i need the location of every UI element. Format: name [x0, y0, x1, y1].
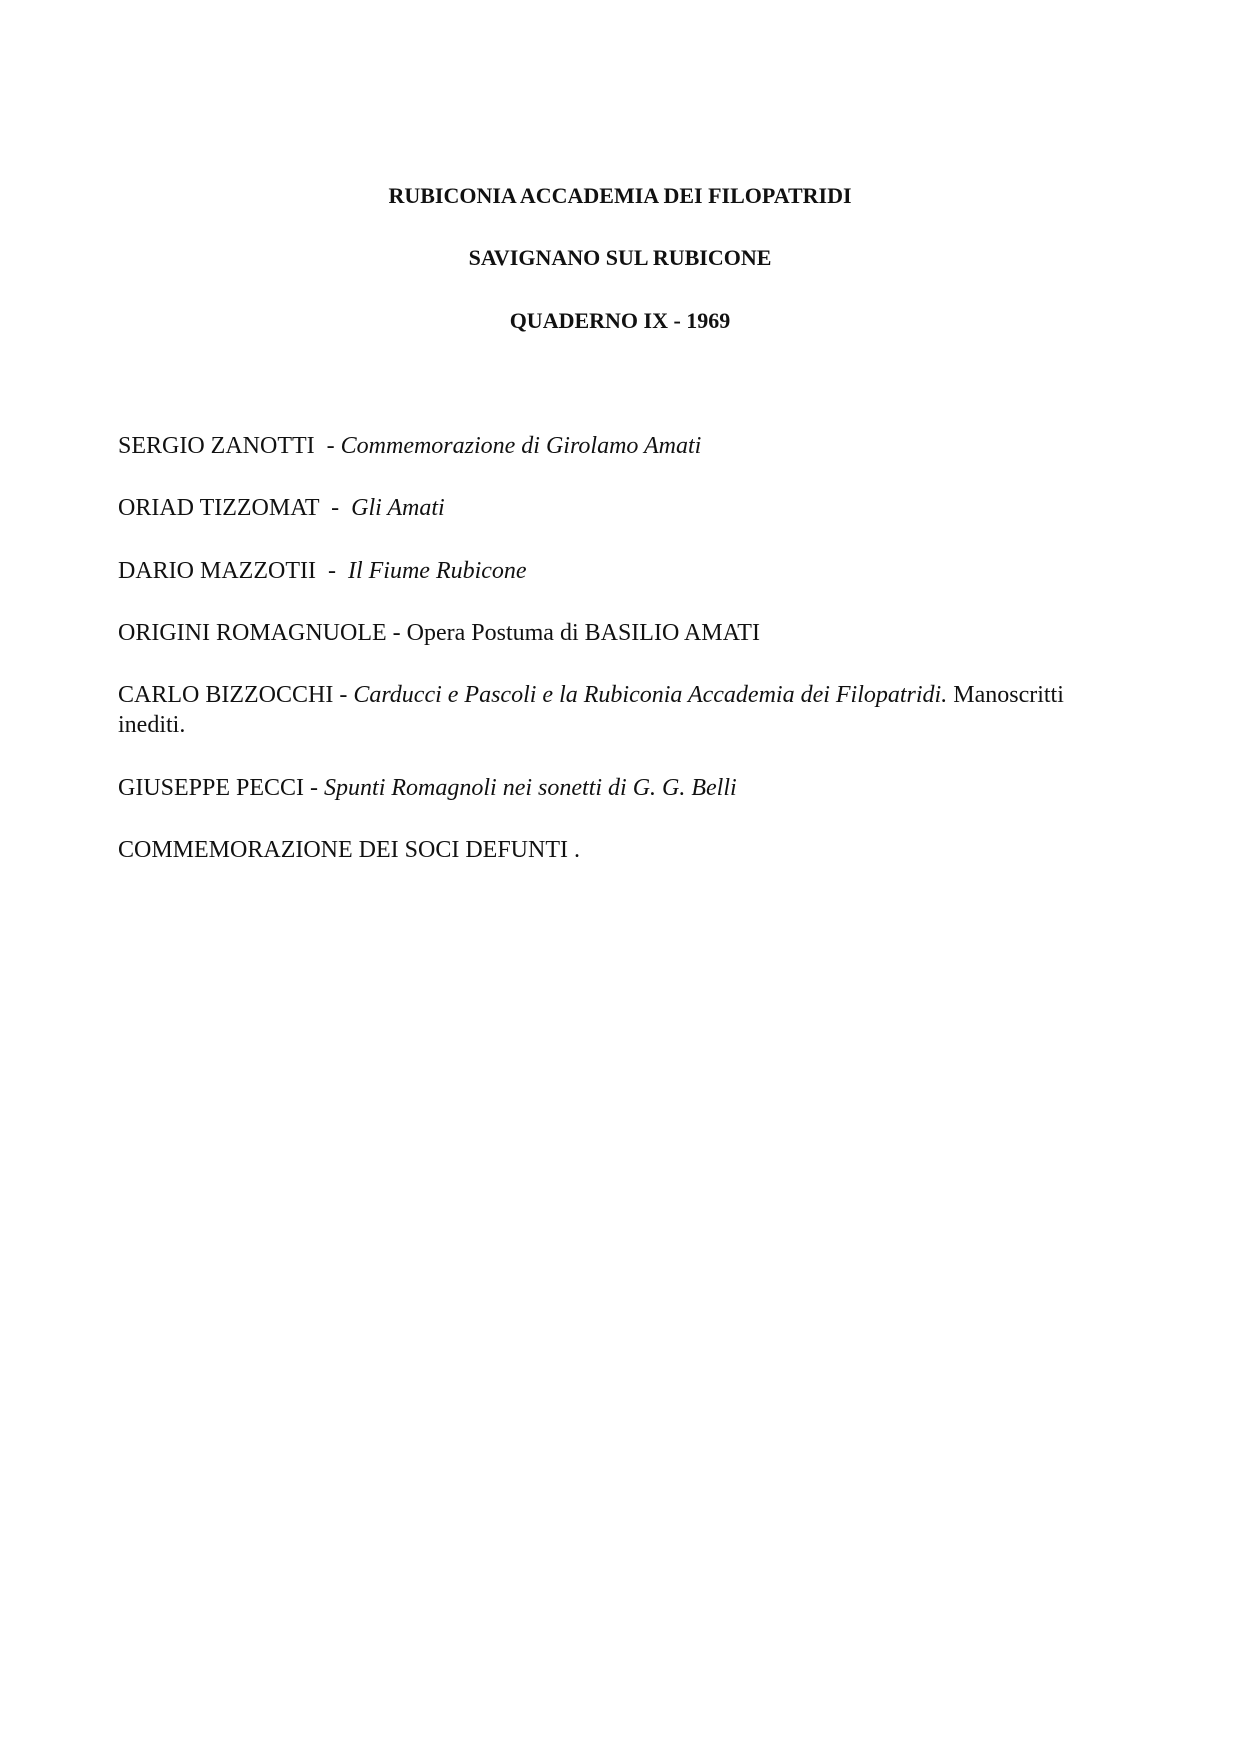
- entry-title: Spunti Romagnoli nei sonetti di G. G. Belli: [324, 775, 737, 801]
- entry-author: GIUSEPPE PECCI: [118, 775, 305, 801]
- contents-entry: [118, 773, 1128, 803]
- entry-separator: -: [304, 775, 325, 801]
- entry-author: DARIO MAZZOTII: [118, 558, 316, 584]
- entry-author: SERGIO ZANOTTI: [118, 433, 315, 459]
- entry-description: Manoscritti inediti.: [118, 682, 1064, 738]
- entry-author: ORIAD TIZZOMAT: [118, 495, 320, 521]
- entry-description: Opera Postuma di BASILIO AMATI: [406, 620, 760, 646]
- entry-author: ORIGINI ROMAGNUOLE: [118, 620, 387, 646]
- entry-separator: -: [315, 558, 348, 584]
- entry-separator: -: [319, 495, 352, 521]
- contents-entry: [118, 618, 1128, 648]
- entry-separator: -: [333, 682, 354, 708]
- entry-author: CARLO BIZZOCCHI: [118, 682, 334, 708]
- entry-title: Gli Amati: [351, 495, 445, 521]
- entry-separator: -: [314, 433, 341, 459]
- entry-title: Commemorazione di Girolamo Amati: [340, 433, 702, 459]
- entry-title: Il Fiume Rubicone: [347, 558, 527, 584]
- contents-entry: [118, 835, 1128, 865]
- entry-title: Carducci e Pascoli e la Rubiconia Accademia dei Filopatridi.: [353, 682, 948, 708]
- issue-heading: QUADERNO IX - 1969: [509, 308, 731, 333]
- entry-author: COMMEMORAZIONE DEI SOCI DEFUNTI .: [118, 837, 580, 863]
- contents-entry: [118, 680, 1128, 740]
- contents-entry: [118, 556, 1128, 586]
- contents-entry: [118, 431, 1128, 461]
- contents-entry: [118, 493, 1128, 523]
- academy-heading: RUBICONIA ACCADEMIA DEI FILOPATRIDI: [388, 183, 852, 208]
- town-heading: SAVIGNANO SUL RUBICONE: [468, 245, 772, 270]
- entry-separator: -: [386, 620, 407, 646]
